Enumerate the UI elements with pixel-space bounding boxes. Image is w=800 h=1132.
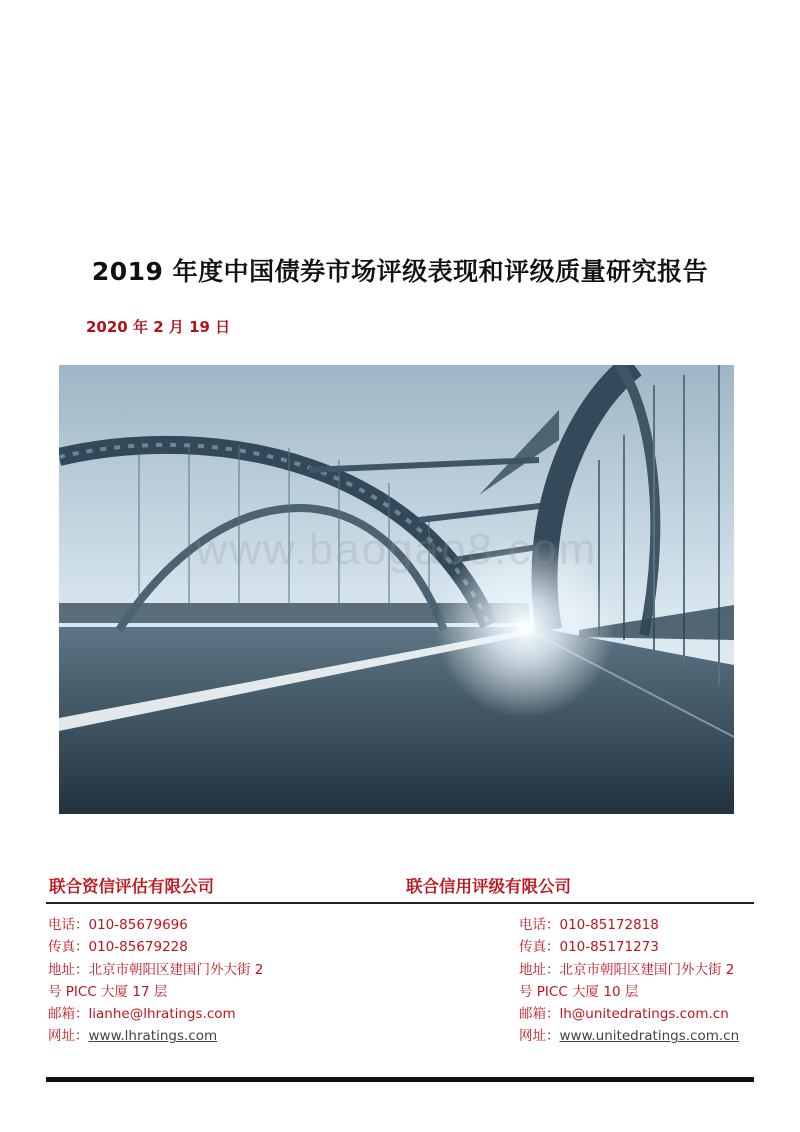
address-row-2 [48, 981, 288, 1003]
fax-label: 传真： [48, 939, 89, 956]
phone-value: 010-85679696 [88, 917, 188, 933]
address-label: 地址： [48, 961, 89, 978]
address-line1: 北京市朝阳区建国门外大街 2 [559, 961, 735, 978]
address-label: 地址： [519, 961, 560, 978]
address-row [519, 959, 759, 981]
phone-row [48, 914, 288, 936]
email-row [48, 1003, 288, 1025]
contact-block-united [519, 914, 759, 1048]
header-divider [46, 902, 754, 904]
website-link[interactable]: www.lhratings.com [88, 1028, 218, 1045]
phone-row [519, 914, 759, 936]
phone-label: 电话： [48, 917, 89, 933]
company-name-lianhe-ratings: 联合资信评估有限公司 [49, 877, 214, 896]
website-label: 网址： [48, 1028, 89, 1045]
bridge-illustration [59, 365, 734, 814]
email-label: 邮箱： [48, 1006, 89, 1023]
address-line2: 号 PICC 大厦 17 层 [48, 983, 168, 1000]
fax-value: 010-85171273 [559, 939, 659, 956]
website-row [48, 1025, 288, 1047]
company-name-united-ratings: 联合信用评级有限公司 [406, 877, 571, 896]
footer-divider [46, 1077, 754, 1082]
website-link[interactable]: www.unitedratings.com.cn [559, 1028, 740, 1045]
website-row [519, 1025, 759, 1047]
fax-row [48, 936, 288, 958]
fax-value: 010-85679228 [88, 939, 188, 956]
report-title: 2019 年度中国债券市场评级表现和评级质量研究报告 [91, 257, 709, 286]
report-date: 2020 年 2 月 19 日 [86, 318, 231, 336]
address-line2: 号 PICC 大厦 10 层 [519, 983, 639, 1000]
email-label: 邮箱： [519, 1006, 560, 1023]
address-line1: 北京市朝阳区建国门外大街 2 [88, 961, 264, 978]
website-label: 网址： [519, 1028, 560, 1045]
phone-label: 电话： [519, 917, 560, 933]
fax-row [519, 936, 759, 958]
address-row [48, 959, 288, 981]
address-row-2 [519, 981, 759, 1003]
phone-value: 010-85172818 [559, 917, 659, 933]
email-value[interactable]: lh@unitedratings.com.cn [559, 1006, 729, 1023]
email-row [519, 1003, 759, 1025]
contact-block-lianhe [48, 914, 288, 1048]
watermark: www.baogao8.com [195, 525, 598, 574]
fax-label: 传真： [519, 939, 560, 956]
email-value[interactable]: lianhe@lhratings.com [88, 1006, 236, 1023]
cover-image [59, 365, 734, 814]
